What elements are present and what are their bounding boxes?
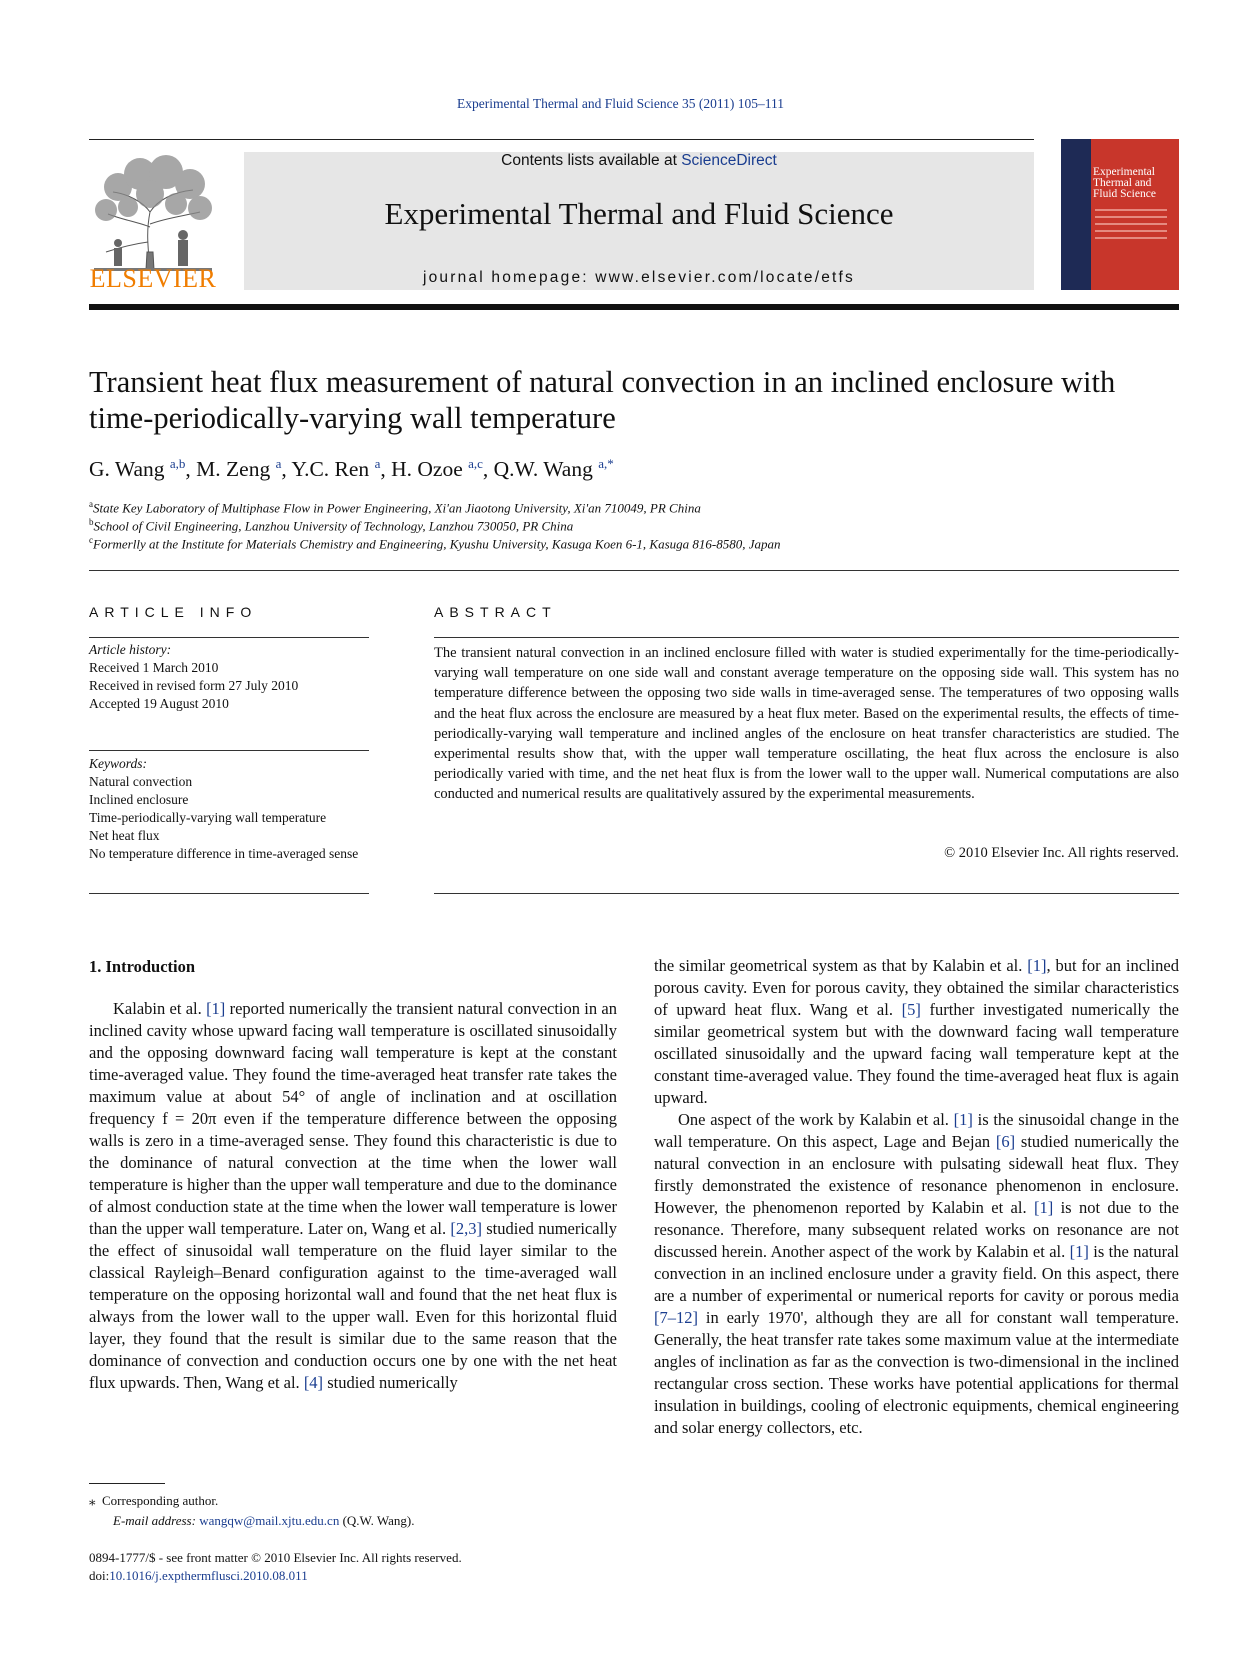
keyword: No temperature difference in time-averaged sense [89, 846, 359, 861]
keyword: Net heat flux [89, 828, 160, 843]
footnote-mark: ⁎ [89, 1493, 96, 1508]
author-affiliation-mark[interactable]: a,* [598, 456, 614, 471]
header-rule [89, 139, 1034, 140]
citation-link[interactable]: [5] [901, 1000, 921, 1019]
abstract-rule-top [434, 637, 1179, 638]
intro-paragraph [89, 998, 617, 1394]
author-affiliation-mark[interactable]: a,b [169, 456, 186, 471]
footnote-rule [89, 1483, 165, 1484]
email-line [89, 1511, 649, 1531]
author-name: G. Wang [89, 457, 165, 482]
abstract-copyright: © 2010 Elsevier Inc. All rights reserved. [944, 845, 1179, 861]
contents-prefix: Contents lists available at [501, 152, 682, 169]
journal-name: Experimental Thermal and Fluid Science [384, 196, 894, 231]
citation-link[interactable]: [4] [303, 1373, 324, 1392]
cover-decoration [1095, 209, 1167, 244]
paragraph-text: is not due to the resonance. Therefore, many subsequent related works on resonance are not discussed herein. Another aspect of the work by Kalabin et al. [654, 1198, 1179, 1261]
paragraph-text: in early 1970', although they are all for constant wall temperature. Generally, the heat transfer rate takes some maximum value at the intermediate angles of inclination as far as the convection is two-dimensional in the inclined rectangular cross section. These works have potential applications for thermal insulation in buildings, cooling of electronic equipments, chemical engineering and solar energy collectors, etc. [654, 1308, 1179, 1437]
citation-link[interactable]: [1] [953, 1110, 973, 1129]
keyword: Time-periodically-varying wall temperature [89, 810, 327, 825]
keyword: Inclined enclosure [89, 792, 189, 807]
citation-link[interactable]: [1] [1033, 1198, 1054, 1217]
paragraph-text: the similar geometrical system as that by Kalabin et al. [654, 956, 1028, 975]
citation-link[interactable]: [2,3] [450, 1219, 482, 1238]
cover-stripe [1061, 139, 1091, 290]
keyword: Natural convection [89, 774, 193, 789]
paragraph-text: studied numerically the effect of sinusoidal wall temperature on the fluid layer similar to the classical Rayleigh–Benard configuration against to the time-averaged wall temperature on the opposing horizontal wall and found that the net heat flux is always from the lower wall to the upper wall. Even for this horizontal fluid layer, they found that the result is similar due to the same reason that the dominance of convection and conduction occurs one by one with the net heat flux upwards. Then, Wang et al. [89, 1219, 617, 1392]
section-heading-introduction: 1. Introduction [89, 957, 196, 976]
header-thick-rule [89, 304, 1179, 310]
affiliation-rule [89, 570, 1179, 571]
citation-link[interactable]: [7–12] [654, 1308, 698, 1327]
intro-paragraph [654, 955, 1179, 1109]
info-rule-2 [89, 750, 369, 751]
intro-column-right [654, 955, 1179, 1439]
paragraph-text: further investigated numerically the similar geometrical system but with the downward facing wall temperature oscillated sinusoidally and the upward facing wall temperature kept at the constant time-averaged value. They found the time-averaged heat flux is again upward. [654, 1000, 1179, 1107]
author-affiliation-mark[interactable]: a,c [468, 456, 483, 471]
history-heading: Article history: [89, 642, 172, 657]
article-info-label: ARTICLE INFO [89, 604, 258, 620]
paragraph-text: , but for an inclined porous cavity. Even for porous cavity, they obtained the similar characteristics of upward heat flux. Wang et al. [654, 956, 1180, 1019]
article-history [89, 641, 374, 713]
corresponding-note [89, 1491, 649, 1511]
citation-link[interactable]: [1] [1069, 1242, 1089, 1261]
info-rule-1 [89, 637, 369, 638]
paragraph-text: is the natural convection in an inclined enclosure under a gravity field. On this aspect, there are a number of experimental or numerical reports for cavity or porous media [654, 1242, 1179, 1305]
affiliation-a: $^a$State Key Laboratory of Multiphase Flow in Power Engineering, Xi'an Jiaotong University, Xi'an 710049, PR China [89, 499, 701, 516]
author-name: Q.W. Wang [493, 457, 593, 482]
doi-link[interactable]: 10.1016/j.expthermflusci.2010.08.011 [109, 1568, 308, 1583]
citation-link[interactable]: [1] [1027, 956, 1047, 975]
paragraph-text: reported numerically the transient natural convection in an inclined cavity whose upward facing wall temperature is oscillated sinusoidally and the opposing downward facing wall temperature is kept at the constant time-averaged value. They found the time-averaged heat transfer rate takes the maximum value at about 54° of angle of inclination and at oscillation frequency f = 20π even if the temperature difference between the opposing walls is zero in a time-averaged sense. They found this characteristic is due to the dominance of natural convection at the time when the lower wall temperature is higher than the upper wall temperature and due to the dominance of almost conduction state at the time when the lower wall temperature is lower than the upper wall temperature. Later on, Wang et al. [89, 999, 618, 1238]
elsevier-wordmark: ELSEVIER [89, 264, 217, 293]
journal-homepage[interactable]: journal homepage: www.elsevier.com/locate/etfs [422, 269, 856, 286]
email-label: E-mail address: [113, 1513, 200, 1528]
abstract-label: ABSTRACT [434, 604, 557, 620]
cover-title: Experimental Thermal and Fluid Science [1093, 166, 1156, 200]
citation-link[interactable]: [1] [206, 999, 226, 1018]
email-link[interactable]: wangqw@mail.xjtu.edu.cn [199, 1513, 340, 1528]
abstract-rule-bottom [434, 893, 1179, 894]
author-name: H. Ozoe [391, 457, 463, 482]
sciencedirect-link[interactable]: ScienceDirect [681, 152, 777, 169]
author-affiliation-mark[interactable]: a [374, 456, 381, 471]
article-title: Transient heat flux measurement of natural convection in an inclined enclosure with time-periodically-varying wall temperature [89, 365, 1116, 435]
author-affiliation-mark[interactable]: a [275, 456, 282, 471]
intro-paragraph [654, 1109, 1179, 1439]
paragraph-text: studied numerically the natural convection in an enclosure with pulsating sidewall heat flux. They firstly demonstrated the existence of resonance phenomenon in enclosure. However, the phenomenon reported by Kalabin et al. [654, 1132, 1180, 1217]
paragraph-text: One aspect of the work by Kalabin et al. [678, 1110, 954, 1129]
affiliation-c: $^c$Formerlly at the Institute for Materials Chemistry and Engineering, Kyushu University, Kasuga Koen 6-1, Kasuga 816-8580, Japan [89, 535, 781, 552]
intro-column-left [89, 998, 617, 1394]
page-footer [89, 1549, 789, 1585]
author-name: M. Zeng [196, 457, 271, 482]
email-suffix: (Q.W. Wang). [339, 1513, 415, 1528]
citation-link[interactable]: [6] [995, 1132, 1016, 1151]
paragraph-text: is the sinusoidal change in the wall temperature. On this aspect, Lage and Bejan [654, 1110, 1180, 1151]
journal-cover-image [1061, 139, 1179, 290]
history-received: Received 1 March 2010 [89, 660, 219, 675]
issn-line: 0894-1777/$ - see front matter © 2010 Elsevier Inc. All rights reserved. [89, 1550, 462, 1565]
abstract-text: The transient natural convection in an inclined enclosure filled with water is studied experimentally for the time-periodically-varying wall temperature on one side wall and constant average temperature on the opposing side wall. This system has no temperature difference between the opposing two side walls in time-averaged sense. The temperatures of two opposing walls and the heat flux across the enclosure are measured by a heat flux meter. Based on the experimental results, the effects of time-periodically-varying wall temperature and inclined angles of the enclosure on heat transfer characteristics are studied. The experimental results show that, with the upper wall temperature oscillating, the heat flux across the enclosure is also periodically varied with time, and the net heat flux is from the lower wall to the upper wall. Numerical computations are also conducted and numerical results are qualitatively assured by the experimental measurements. [434, 645, 1179, 803]
author-list: G. Wang $^{a,b}$, M. Zeng $^a$, Y.C. Ren $^a$, H. Ozoe $^{a,c}$, Q.W. Wang $^{a,*}$ [89, 456, 614, 482]
author-name: Y.C. Ren [291, 457, 370, 482]
history-accepted: Accepted 19 August 2010 [89, 696, 229, 711]
corresponding-label: Corresponding author. [102, 1493, 219, 1508]
contents-line [244, 152, 1034, 170]
history-revised: Received in revised form 27 July 2010 [89, 678, 299, 693]
info-rule-3 [89, 893, 369, 894]
keywords-heading: Keywords: [89, 756, 147, 771]
affiliation-b: $^b$School of Civil Engineering, Lanzhou University of Technology, Lanzhou 730050, PR China [89, 517, 574, 534]
doi-prefix: doi: [89, 1568, 110, 1583]
journal-citation[interactable]: Experimental Thermal and Fluid Science 35 (2011) 105–111 [456, 96, 785, 111]
paragraph-text: studied numerically [323, 1373, 458, 1392]
paragraph-text: Kalabin et al. [113, 999, 207, 1018]
keywords-block [89, 755, 374, 863]
footnote [89, 1491, 649, 1531]
doi-line [89, 1567, 789, 1585]
